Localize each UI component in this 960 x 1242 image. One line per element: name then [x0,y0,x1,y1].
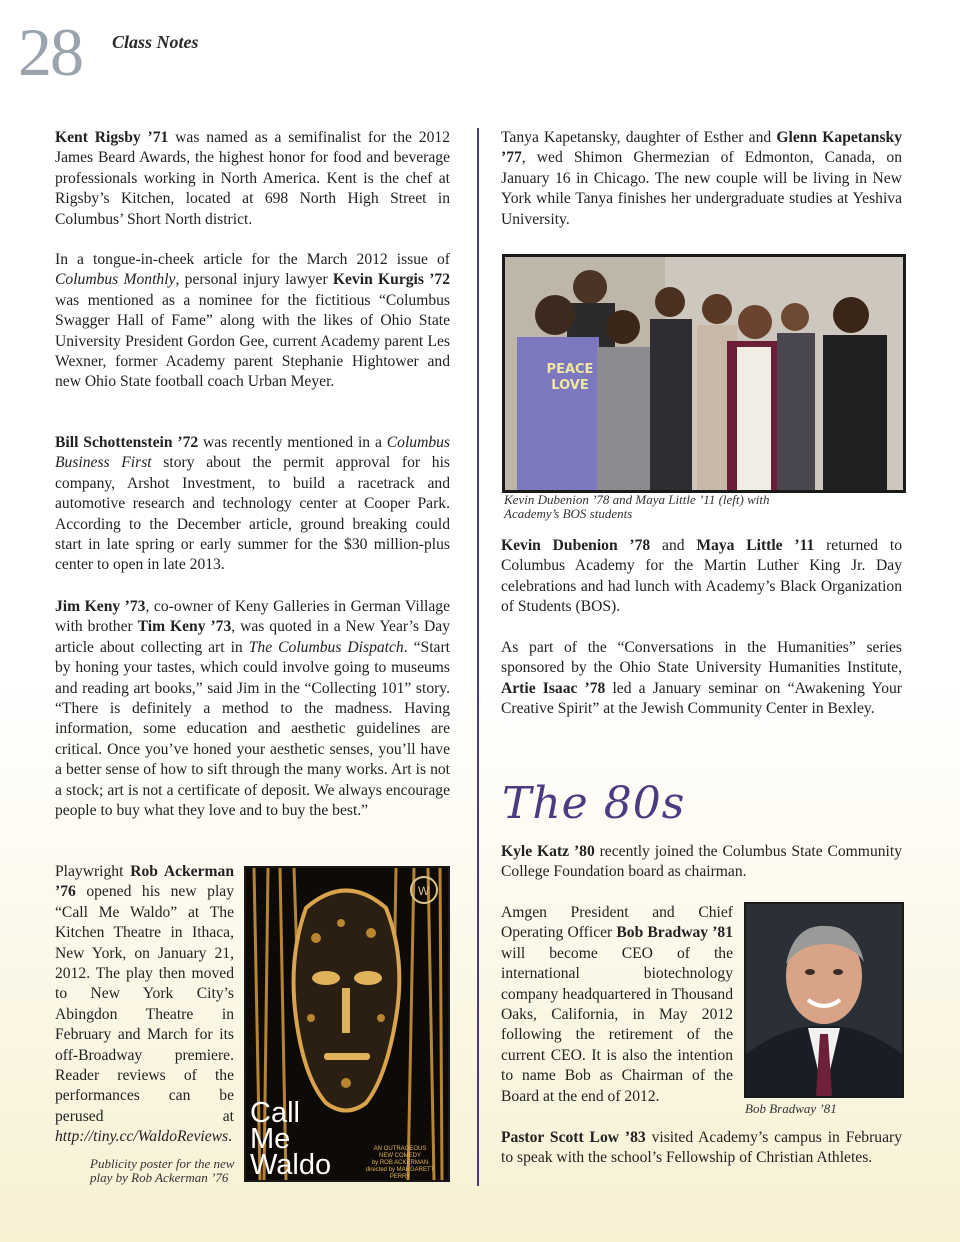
column-divider [477,128,479,1186]
poster-caption: Publicity poster for the new play by Rob Ackerman ’76 [90,1156,235,1185]
group-photo-caption: Kevin Dubenion ’78 and Maya Little ’11 (left) with Academy’s BOS students [504,492,770,521]
note-rob-ackerman: Playwright Rob Ackerman ’76 opened his new play “Call Me Waldo” at The Kitchen Theatre in Ithaca, New York, on January 21, 2012. The play then moved to New York City’s Abingdon Theatre in February and March for its off-Broadway premiere. Reader reviews of the performances can be perused at http://tiny.cc/WaldoReviews. [55,863,234,1146]
section-title: Class Notes [112,32,199,52]
bob-bradway-portrait [744,902,904,1098]
play-poster [244,866,450,1182]
note-scott-low: Pastor Scott Low ’83 visited Academy’s campus in February to speak with the school’s Fellowship of Christian Athletes. [501,1129,902,1167]
poster-credits: AN OUTRAGEOUS NEW COMEDY by ROB ACKERMAN directed by MARGARETT PERRY [365,1146,435,1180]
note-kyle-katz: Kyle Katz ’80 recently joined the Columbus State Community College Foundation board as chairman. [501,843,902,881]
page-number: 28 [18,14,82,90]
note-bob-bradway: Amgen President and Chief Operating Officer Bob Bradway ’81 will become CEO of the international biotechnology company headquartered in Thousand Oaks, California, in May 2012 following the retirement of the current CEO. It is also the intention to name Bob as Chairman of the Board at the end of 2012. [501,904,733,1105]
note-glenn-kapetansky: Tanya Kapetansky, daughter of Esther and Glenn Kapetansky ’77, wed Shimon Ghermezian of Edmonton, Canada, on January 16 in Chicago. The new couple will be living in New York while Tanya finishes her undergraduate studies at Yeshiva University. [501,129,902,228]
poster-title: Call Me Waldo [250,1097,332,1181]
note-kevin-kurgis: In a tongue-in-cheek article for the March 2012 issue of Columbus Monthly, personal injury lawyer Kevin Kurgis ’72 was mentioned as a nominee for the fictitious “Columbus Swagger Hall of Fame” along with the likes of Ohio State University President Gordon Gee, current Academy parent Les Wexner, former Academy parent Stephanie Hightower and new Ohio State football coach Urban Meyer. [55,251,450,391]
decade-heading: The 80s [502,778,686,829]
portrait-caption: Bob Bradway ’81 [745,1101,837,1116]
note-kevin-dubenion: Kevin Dubenion ’78 and Maya Little ’11 returned to Columbus Academy for the Martin Luther King Jr. Day celebrations and had lunch with Academy’s Black Organization of Students (BOS). [501,537,902,616]
note-bill-schottenstein: Bill Schottenstein ’72 was recently mentioned in a Columbus Business First story about the permit approval for his company, Arshot Investment, to build a racetrack and automotive research and technology center at Cooper Park. According to the December article, ground breaking could start in late spring or early summer for the $30 million-plus center to open in late 2013. [55,434,451,574]
shirt-text: PEACE LOVE [546,362,594,393]
waldo-reviews-link[interactable]: http://tiny.cc/WaldoReviews [55,1128,229,1146]
svg-text:W: W [418,884,430,898]
note-jim-keny: Jim Keny ’73, co-owner of Keny Galleries in German Village with brother Tim Keny ’73, was quoted in a New Year’s Day article about collecting art in The Columbus Dispatch. “Start by honing your tastes, which could involve going to museums and reading art books,” said Jim in the “Collecting 101” story. “There is definitely a method to the madness. Having information, some education and aesthetic guidelines are critical. Once you’ve honed your aesthetic senses, you’ll have a better sense of how to sift through the many works. Art is not a stock; art is not a certificate of deposit. We always encourage people to buy what they love and to buy the best.” [55,598,451,820]
bos-group-photo [502,254,906,493]
note-artie-isaac: As part of the “Conversations in the Humanities” series sponsored by the Ohio State University Humanities Institute, Artie Isaac ’78 led a January seminar on “Awakening Your Creative Spirit” at the Jewish Community Center in Bexley. [501,639,902,718]
note-kent-rigsby: Kent Rigsby ’71 was named as a semifinalist for the 2012 James Beard Awards, the highest honor for food and beverage professionals working in North America. Kent is the chef at Rigsby’s Kitchen, located at 698 North High Street in Columbus’ Short North district. [55,129,450,228]
